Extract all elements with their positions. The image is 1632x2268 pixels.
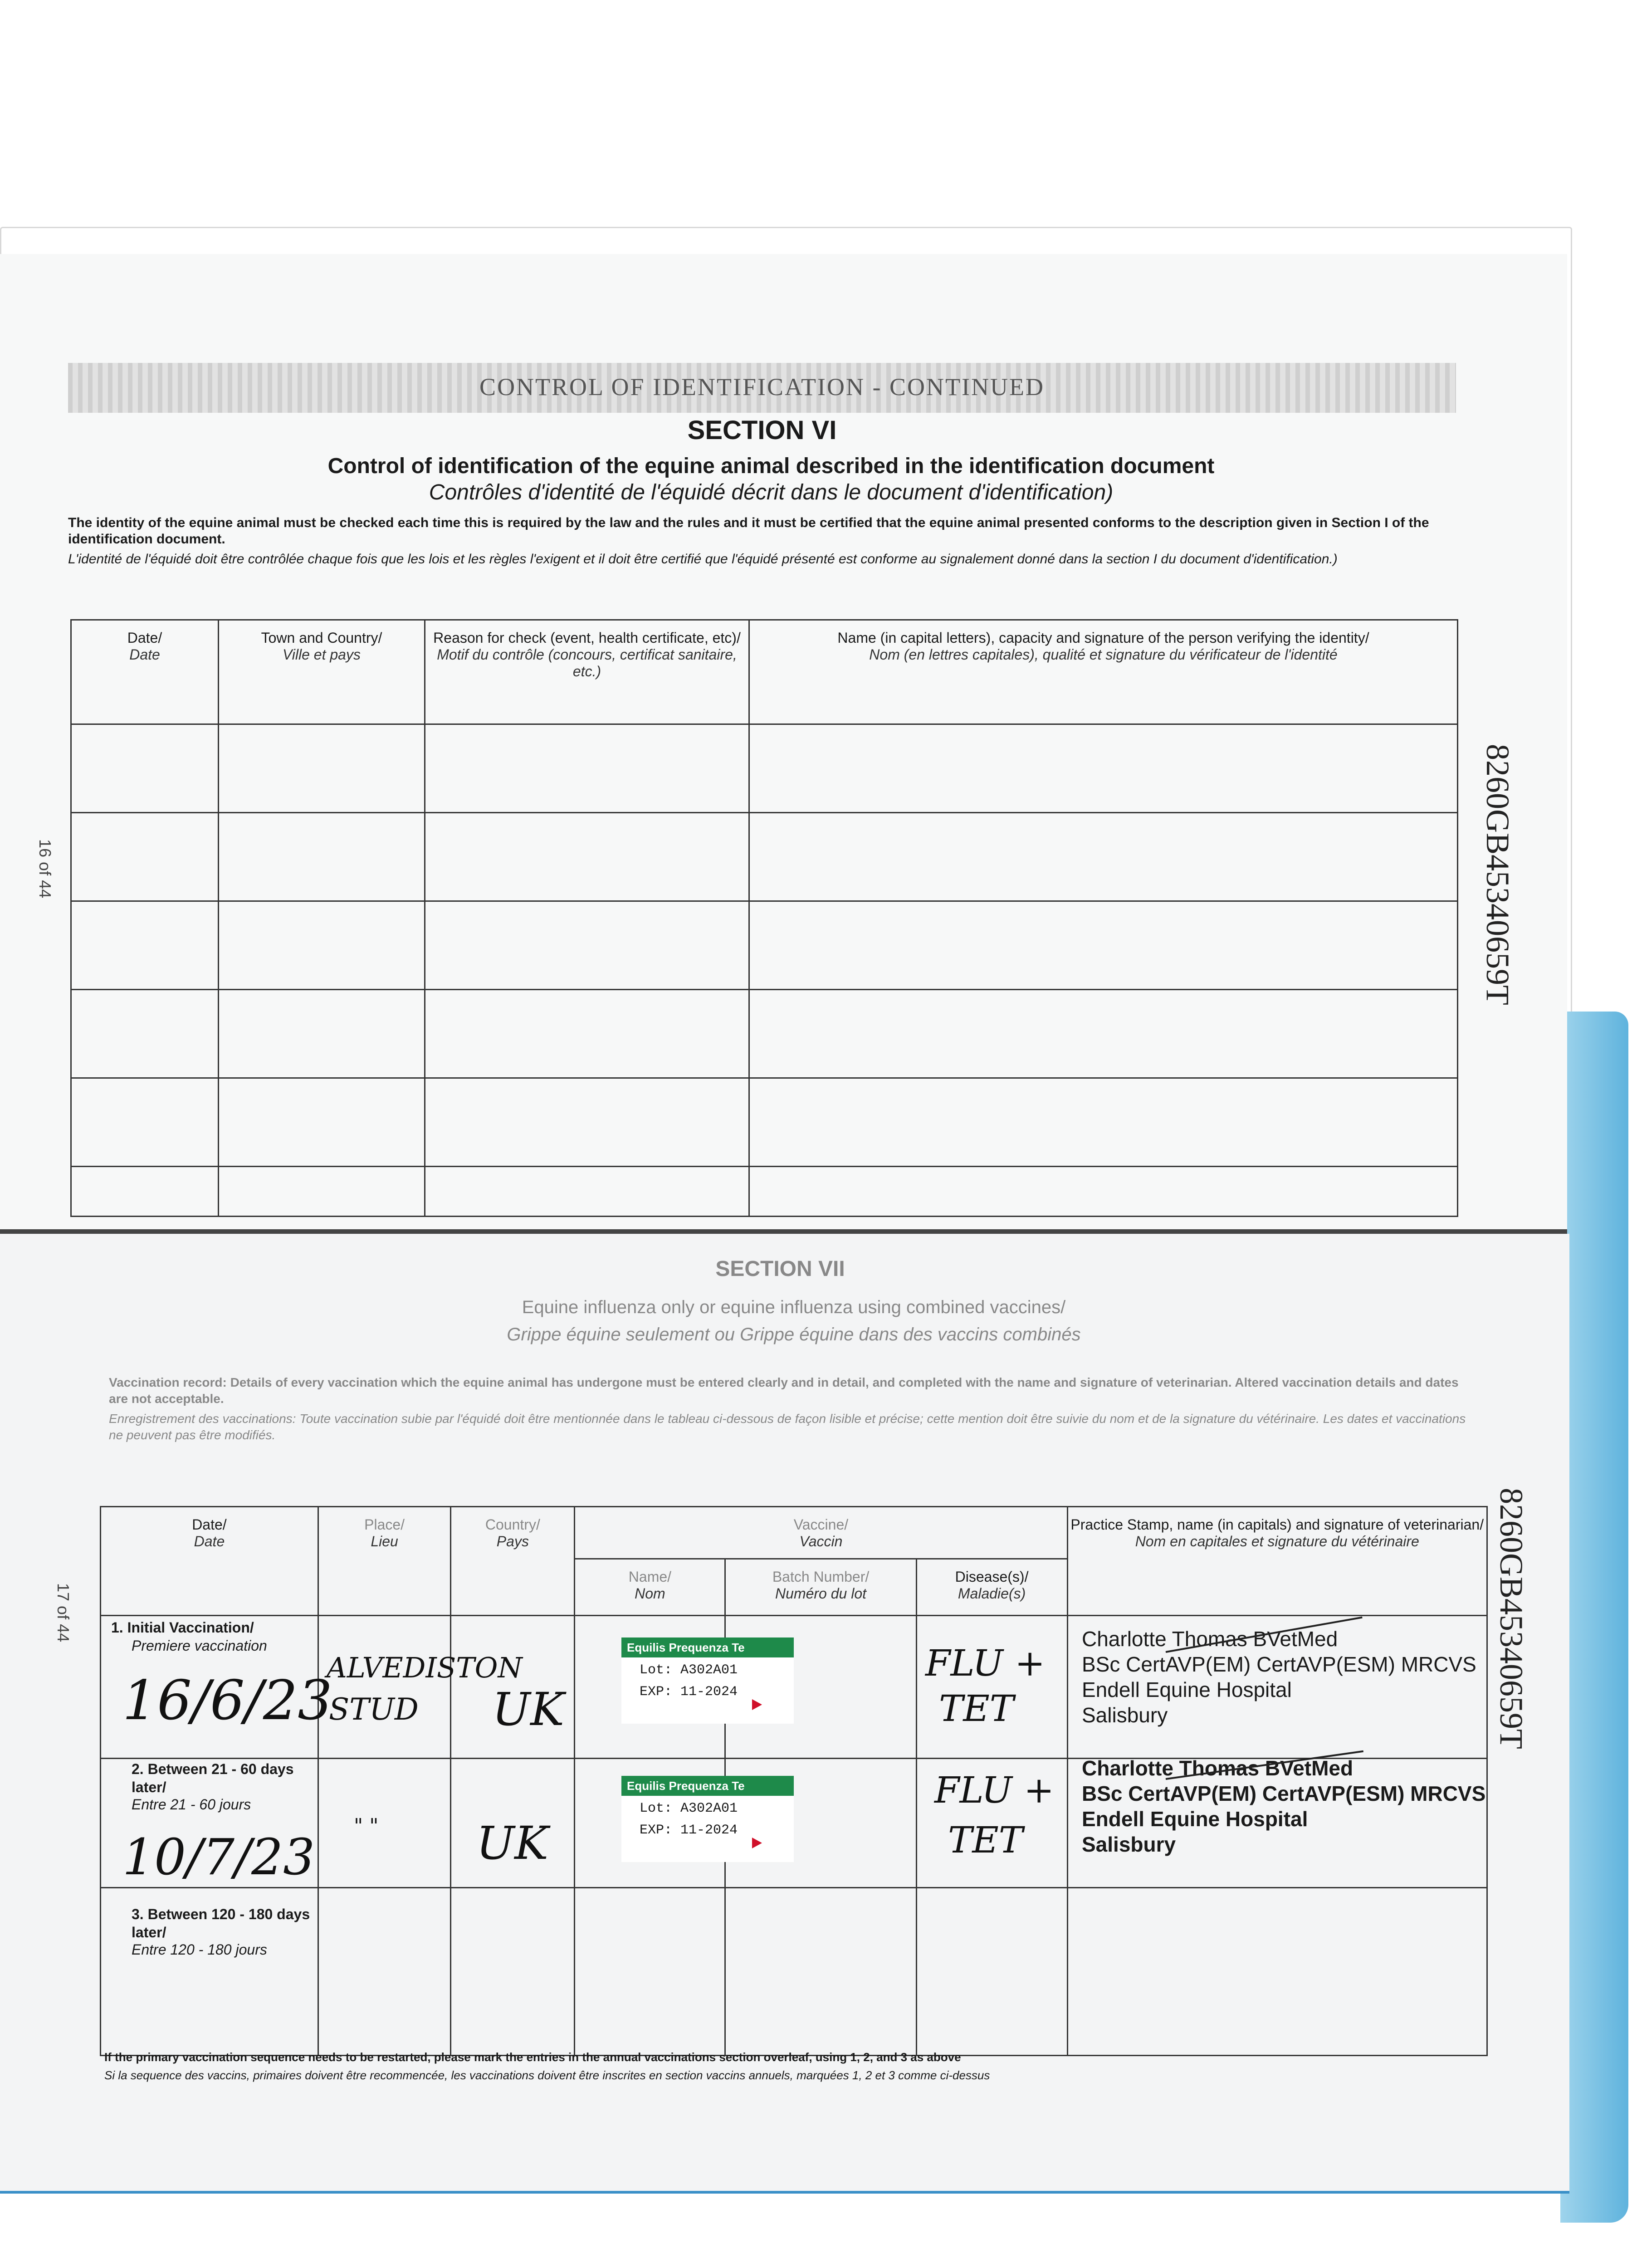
heading-en: Control of identification of the equine animal described in the identification document <box>327 454 1215 478</box>
row2-country: UK <box>476 1817 548 1870</box>
vcol-vaccine <box>575 1507 1067 1559</box>
section-banner <box>68 363 1456 413</box>
row1-disease-line1: FLU + <box>925 1642 1046 1684</box>
row2-vet-practice: Endell Equine Hospital <box>1082 1807 1308 1831</box>
col-town <box>219 620 425 724</box>
vaccination-heading-en: Equine influenza only or equine influenza using combined vaccines/ <box>522 1297 1066 1317</box>
banner-title: CONTROL OF IDENTIFICATION - CONTINUED <box>479 373 1045 401</box>
row2-vet-name: Charlotte Thomas BVetMed <box>1082 1756 1353 1780</box>
col-verifier-en: Name (in capital letters), capacity and signature of the person verifying the identity/ <box>837 630 1369 646</box>
table-header-row <box>71 620 1458 724</box>
passport-cover-edge <box>1560 1012 1628 2223</box>
table-row <box>71 1078 1458 1167</box>
footer-fr: Si la sequence des vaccins, primaires doivent être recommencée, les vaccinations doivent être inscrites en section vaccins annuels, marquées 1, 2 et 3 comme ci-dessus <box>104 2068 990 2082</box>
row2-place-ditto: " " <box>354 1814 379 1838</box>
col-date <box>71 620 219 724</box>
row1-sticker-brand: Equilis <box>627 1641 666 1654</box>
row2-vaccine-sticker <box>621 1776 794 1862</box>
vcol-stamp-en: Practice Stamp, name (in capitals) and signature of veterinarian/ <box>1070 1516 1484 1533</box>
vcol-place-en: Place/ <box>364 1516 405 1533</box>
vaccination-section-title: SECTION VII <box>715 1257 845 1281</box>
passport-id-lower: 8260GB45340659T <box>1493 1488 1529 1749</box>
row1-vet-quals: BSc CertAVP(EM) CertAVP(ESM) MRCVS <box>1082 1652 1476 1676</box>
col-town-fr: Ville et pays <box>283 646 361 663</box>
row2-sticker-mark <box>752 1838 762 1848</box>
intro-fr: L'identité de l'équidé doit être contrôlée chaque fois que les lois et les règles l'exigent et il doit être certifié que l'équidé présenté est conforme au signalement donné dans la section I du document d'identification.) <box>68 552 1338 567</box>
table-row <box>71 901 1458 990</box>
row1-disease-line2: TET <box>939 1687 1014 1730</box>
vaccination-heading-fr: Grippe équine seulement ou Grippe équine dans des vaccins combinés <box>507 1325 1081 1344</box>
row1-vet-stamp <box>1082 1626 1476 1728</box>
row1-date: 16/6/23 <box>122 1669 332 1732</box>
vcol-disease-en: Disease(s)/ <box>955 1569 1029 1585</box>
vcol-disease-fr: Maladie(s) <box>958 1585 1026 1602</box>
row1-place-line2: STUD <box>329 1692 419 1727</box>
vcol-disease <box>916 1559 1067 1616</box>
vcol-date <box>101 1507 318 1616</box>
row2-sticker-product: Prequenza Te <box>669 1779 745 1793</box>
row1-sticker-header <box>621 1637 794 1657</box>
row1-label-en: 1. Initial Vaccination/ <box>111 1619 254 1636</box>
page-number-lower: 17 of 44 <box>54 1583 73 1642</box>
row1-vet-town: Salisbury <box>1082 1703 1168 1727</box>
vcol-name <box>575 1559 725 1616</box>
page-number-upper: 16 of 44 <box>36 839 54 899</box>
table-row <box>71 990 1458 1078</box>
row2-sticker-exp: EXP: 11-2024 <box>640 1823 738 1838</box>
row1-sticker-lot: Lot: A302A01 <box>640 1662 738 1678</box>
row2-vet-stamp <box>1082 1755 1485 1857</box>
row2-sticker-lot: Lot: A302A01 <box>640 1801 738 1816</box>
vcol-stamp-fr: Nom en capitales et signature du vétérinaire <box>1135 1533 1419 1549</box>
row1-vet-name: Charlotte Thomas BVetMed <box>1082 1627 1338 1651</box>
vcol-batch <box>725 1559 916 1616</box>
footer-en: If the primary vaccination sequence needs to be restarted, please mark the entries in the annual vaccinations section overleaf, using 1, 2, and 3 as above <box>104 2050 961 2064</box>
heading-fr: Contrôles d'identité de l'équidé décrit dans le document d'identification) <box>429 480 1114 504</box>
col-date-en: Date/ <box>127 630 162 646</box>
vaccination-record-en: Vaccination record: Details of every vaccination which the equine animal has undergone must be entered clearly and in detail, and completed with the name and signature of veterinarian. Altered vaccination details and dates are not acceptable. <box>109 1375 1459 1406</box>
vcol-country-en: Country/ <box>485 1516 540 1533</box>
vcol-country <box>451 1507 575 1616</box>
row1-vaccine-sticker <box>621 1637 794 1724</box>
vcol-vaccine-fr: Vaccin <box>799 1533 843 1549</box>
vcol-date-fr: Date <box>194 1533 225 1549</box>
row1-sticker-exp: EXP: 11-2024 <box>640 1684 738 1700</box>
row2-label-fr: Entre 21 - 60 jours <box>132 1796 251 1813</box>
vcol-place-fr: Lieu <box>371 1533 398 1549</box>
intro-en: The identity of the equine animal must be checked each time this is required by the law and the rules and it must be certified that the equine animal presented conforms to the description given in Section I of the identification document. <box>68 515 1429 547</box>
row2-vet-quals: BSc CertAVP(EM) CertAVP(ESM) MRCVS <box>1082 1782 1486 1805</box>
row2-label-en: 2. Between 21 - 60 days later/ <box>132 1761 294 1795</box>
col-reason <box>425 620 749 724</box>
col-reason-en: Reason for check (event, health certificate, etc)/ <box>433 630 741 646</box>
row1-vet-practice: Endell Equine Hospital <box>1082 1678 1292 1701</box>
row1-country: UK <box>492 1683 564 1736</box>
row3-label-en: 3. Between 120 - 180 days later/ <box>132 1906 310 1941</box>
vcol-batch-fr: Numéro du lot <box>775 1585 867 1602</box>
col-reason-fr: Motif du contrôle (concours, certificat sanitaire, etc.) <box>437 646 737 679</box>
passport-id-upper: 8260GB45340659T <box>1480 744 1516 1005</box>
row2-date: 10/7/23 <box>122 1828 315 1886</box>
vcol-name-fr: Nom <box>635 1585 665 1602</box>
row1-label-fr: Premiere vaccination <box>132 1637 267 1654</box>
vcol-country-fr: Pays <box>496 1533 529 1549</box>
vcol-stamp <box>1067 1507 1487 1616</box>
row2-vet-town: Salisbury <box>1082 1833 1176 1856</box>
vcol-date-en: Date/ <box>192 1516 227 1533</box>
table-row <box>71 813 1458 901</box>
row2-sticker-brand: Equilis <box>627 1779 666 1793</box>
row1-sticker-product: Prequenza Te <box>669 1641 745 1654</box>
vcol-name-en: Name/ <box>628 1569 672 1585</box>
vcol-place <box>318 1507 450 1616</box>
table-row <box>71 724 1458 813</box>
identity-check-table <box>70 619 1458 1217</box>
col-town-en: Town and Country/ <box>261 630 382 646</box>
row2-sticker-header <box>621 1776 794 1796</box>
row2-disease-line2: TET <box>948 1819 1023 1861</box>
col-verifier-fr: Nom (en lettres capitales), qualité et signature du vérificateur de l'identité <box>869 646 1338 663</box>
section-title: SECTION VI <box>687 415 837 445</box>
col-date-fr: Date <box>129 646 160 663</box>
row1-place-line1: ALVEDISTON <box>327 1651 523 1684</box>
vcol-vaccine-en: Vaccine/ <box>793 1516 849 1533</box>
vcol-batch-en: Batch Number/ <box>772 1569 870 1585</box>
row2-disease-line1: FLU + <box>934 1769 1055 1811</box>
table-row <box>71 1167 1458 1217</box>
row3-label-fr: Entre 120 - 180 jours <box>132 1941 267 1958</box>
col-verifier <box>749 620 1458 724</box>
vaccination-record-fr: Enregistrement des vaccinations: Toute vaccination subie par l'équidé doit être mentionnée dans le tableau ci-dessous de façon lisible et précise; cette mention doit être suivie du nom et de la signature du vétérinaire. Les dates et vaccinations ne peuvent pas être modifiés. <box>109 1412 1466 1442</box>
row1-sticker-mark <box>752 1699 762 1710</box>
